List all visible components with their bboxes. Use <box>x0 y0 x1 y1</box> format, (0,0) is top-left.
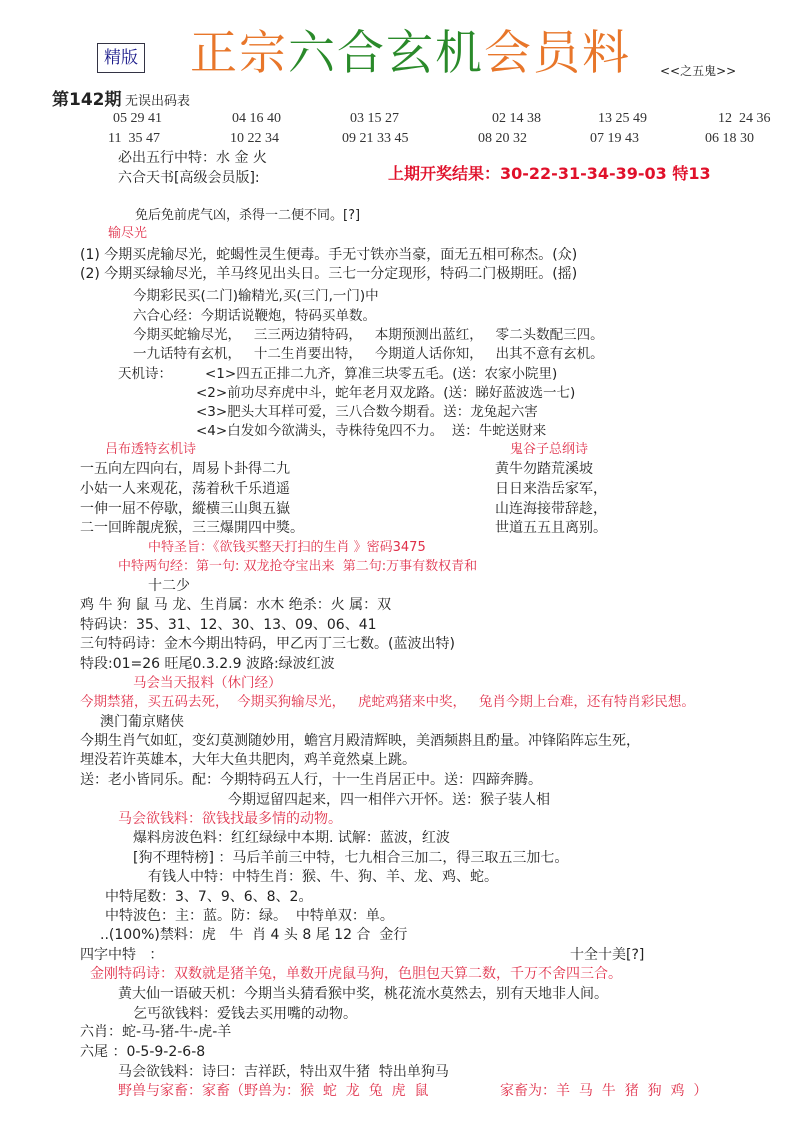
text-line: ..(100%)禁料：虎 牛 肖 4 头 8 尾 12 合 金行 <box>100 927 408 943</box>
title-part-3: 会员料 <box>484 26 631 81</box>
title-part-2: 六合玄机 <box>288 26 484 81</box>
text-line: <3>肥头大耳样可爱，三八合数今期看。送：龙兔起六害 <box>196 404 538 420</box>
poem-line: 山连海接带辞趁， <box>495 501 607 517</box>
text-line: 野兽与家畜：家畜（野兽为：猴 蛇 龙 兔 虎 鼠 <box>118 1083 429 1099</box>
text-label: 天机诗： <box>118 366 172 382</box>
text-line: 特段:01=26 旺尾0.3.2.9 波路:绿波红波 <box>80 656 335 672</box>
number-cell: 09 21 33 45 <box>342 131 409 146</box>
wuxing-line: 必出五行中特：水 金 火 <box>118 150 267 166</box>
number-cell: 10 22 34 <box>230 131 279 146</box>
number-cell: 12 24 36 <box>718 111 771 126</box>
section-heading: 输尽光 <box>108 226 148 241</box>
number-cell: 13 25 49 <box>598 111 647 126</box>
text-line: 六尾 ：0-5-9-2-6-8 <box>80 1044 206 1060</box>
text-line: 今期逗留四起来，四一相伴六开怀。送：猴子装人相 <box>228 792 550 808</box>
text-line: 六肖：蛇-马-猪-牛-虎-羊 <box>80 1024 232 1040</box>
text-line: 送：老小皆同乐。配：今期特码五人行，十一生肖居正中。送：四蹄奔腾。 <box>80 772 542 788</box>
poem-line: 黄牛勿踏荒溪坡 <box>495 461 593 477</box>
text-line: <2>前功尽弃虎中斗，蛇年老月双龙路。(送：睇好蓝波选一七) <box>196 385 576 401</box>
poem-line: 一伸一屈不停歇，縱横三山與五嶽 <box>80 501 290 517</box>
section-heading: 吕布透特玄机诗 <box>105 442 197 457</box>
text-line: 中特两句经：第一句: 双龙抢夺宝出来 第二句:万事有数权青和 <box>118 559 478 574</box>
issue-number: 第142期 <box>52 90 122 110</box>
tianshu-line: 六合天书[高级会员版]: <box>118 170 260 186</box>
number-cell: 08 20 32 <box>478 131 527 146</box>
number-cell: 04 16 40 <box>232 111 281 126</box>
number-cell: 11 35 47 <box>108 131 160 146</box>
text-line: 十全十美[?] <box>570 947 645 963</box>
poem-intro: 免后免前虎气凶，杀得一二便不同。[?] <box>135 208 361 223</box>
poem-line: 日日来浩岳家军， <box>495 481 607 497</box>
text-line: 家畜为：羊 马 牛 猪 狗 鸡 ） <box>500 1083 708 1099</box>
text-line: 鸡 牛 狗 鼠 马 龙、生肖属：水木 绝杀：火 属：双 <box>80 597 392 613</box>
section-heading: 鬼谷子总纲诗 <box>510 442 589 457</box>
text-line: 爆料房波色料：红红绿绿中本期. 试解：蓝波，红波 <box>133 830 450 846</box>
text-line: 十二少 <box>148 578 190 594</box>
number-cell: 06 18 30 <box>705 131 754 146</box>
text-line: 黄大仙一语破天机：今期当头猜看猴中奖，桃花流水莫然去，别有天地非人间。 <box>118 986 608 1002</box>
number-cell: 02 14 38 <box>492 111 541 126</box>
number-cell: 03 15 27 <box>350 111 399 126</box>
text-line: 金刚特码诗：双数就是猪羊兔，单数开虎鼠马狗，色胆包天算二数，千万不舍四三合。 <box>90 966 622 982</box>
text-line: 中特波色：主：蓝。防：绿。 中特单双：单。 <box>105 908 394 924</box>
text-line: 四字中特 ： <box>80 947 164 963</box>
text-line: 埋没若许英雄本，大年大鱼共肥肉，鸡羊竟然桌上跳。 <box>80 752 416 768</box>
text-line: 马会欲钱料：欲钱找最多情的动物。 <box>118 811 342 827</box>
table-label: 无误出码表 <box>125 94 191 109</box>
text-line: 马会欲钱料：诗曰：吉祥跃，特出双牛猪 特出单狗马 <box>118 1064 449 1080</box>
text-line: 今期买蛇输尽光， 三三两边猜特码， 本期预测出蓝红， 零二头数配三四。 <box>133 327 604 343</box>
poem-line: 小姑一人来观花，荡着秋千乐逍遥 <box>80 481 290 497</box>
text-line: 今期生肖气如虹，变幻莫测随妙用，蟾宫月殿清辉映，美酒频斟且酌量。冲锋陷阵忘生死， <box>80 733 640 749</box>
poem-line: 一五向左四向右，周易卜卦得二九 <box>80 461 290 477</box>
edition-badge: 精版 <box>97 43 145 73</box>
text-line: 中特圣旨：《欲钱买整天打扫的生肖 》密码3475 <box>148 540 426 555</box>
text-line: 乞丐欲钱料：爱钱去买用嘴的动物。 <box>133 1006 357 1022</box>
last-result: 上期开奖结果：30-22-31-34-39-03 特13 <box>388 164 711 183</box>
text-line: 今期彩民买(二门)输精光,买(三门,一门)中 <box>133 288 379 304</box>
text-line: 一九话特有玄机， 十二生肖要出特， 今期道人话你知， 出其不意有玄机。 <box>133 346 604 362</box>
number-cell: 05 29 41 <box>113 111 162 126</box>
text-line: 中特尾数：3、7、9、6、8、2。 <box>105 889 313 905</box>
number-cell: 07 19 43 <box>590 131 639 146</box>
subtitle: <<之五鬼>> <box>660 64 737 78</box>
section-heading: 澳门葡京赌侠 <box>100 714 184 730</box>
poem-line: 世道五五且离别。 <box>495 520 607 536</box>
title-part-1: 正宗 <box>190 26 288 81</box>
text-line: <4>白发如今欲满头，寺株待兔四不力。 送：牛蛇送财来 <box>196 423 547 439</box>
poem-line: 二一回眸靚虎猴，三三爆開四中獎。 <box>80 520 304 536</box>
text-line: [狗不理特榜] ：马后羊前三中特，七九相合三加二，得三取五三加七。 <box>133 850 569 866</box>
text-line: 今期禁猪，买五码去死， 今期买狗输尽光， 虎蛇鸡猪来中奖， 兔肖今期上台难，还有特肖彩民想。 <box>80 694 695 710</box>
text-line: 特码诀：35、31、12、30、13、09、06、41 <box>80 617 377 633</box>
text-line: 六合心经：今期话说鞭炮，特码买单数。 <box>133 308 376 324</box>
text-line: (2) 今期买绿输尽光，羊马终见出头日。三七一分定现形，特码二门极期旺。(摇) <box>80 266 578 282</box>
page-title <box>190 24 631 84</box>
text-line: 三句特码诗：金木今期出特码，甲乙丙丁三七数。(蓝波出特) <box>80 636 455 652</box>
text-line: 有钱人中特：中特生肖：猴、牛、狗、羊、龙、鸡、蛇。 <box>148 869 498 885</box>
section-heading: 马会当天报料（休门经） <box>133 675 282 691</box>
text-line: (1) 今期买虎输尽光，蛇蝎性灵生便毒。手无寸铁亦当豪，面无五相可称杰。(众) <box>80 247 578 263</box>
text-line: <1>四五正排二九齐，算准三块零五毛。(送：农家小院里) <box>205 366 558 382</box>
